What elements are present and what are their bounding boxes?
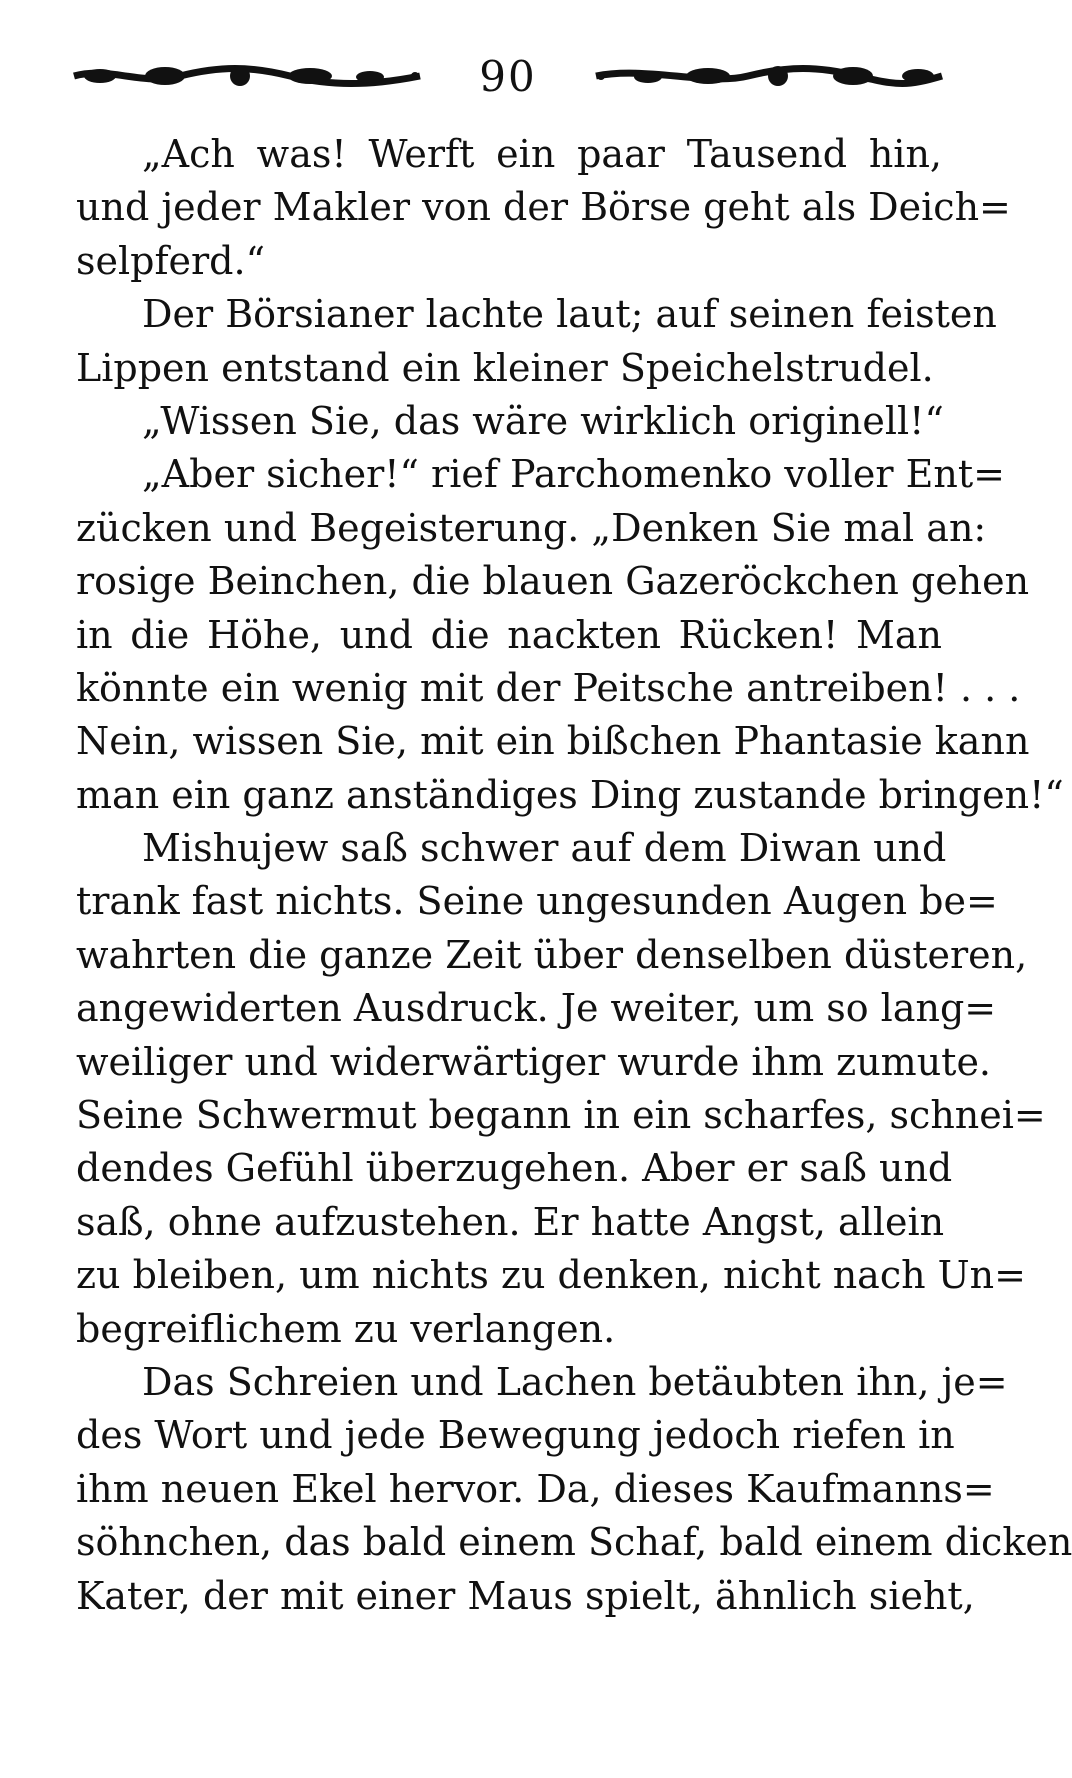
text-line: rosige Beinchen, die blauen Gazeröckchen gehen [76, 559, 1030, 604]
body-text [76, 128, 1072, 1623]
text-line: Seine Schwermut begann in ein scharfes, schnei= [76, 1093, 1046, 1138]
text-line: selpferd.“ [76, 238, 266, 283]
page-header [70, 48, 946, 108]
text-line: saß, ohne aufzustehen. Er hatte Angst, allein [76, 1199, 945, 1244]
text-line: begreiflichem zu verlangen. [76, 1306, 616, 1351]
text-line: und jeder Makler von der Börse geht als Deich= [76, 185, 1011, 230]
page-number: 90 [479, 52, 537, 101]
text-line: wahrten die ganze Zeit über denselben düsteren, [76, 932, 1028, 977]
text-line: angewiderten Ausdruck. Je weiter, um so lang= [76, 986, 997, 1031]
text-line: zücken und Begeisterung. „Denken Sie mal an: [76, 505, 987, 550]
text-line: in die Höhe, und die nackten Rücken! Man [76, 612, 942, 657]
text-line: söhnchen, das bald einem Schaf, bald einem dicken [76, 1520, 1072, 1565]
text-line: Mishujew saß schwer auf dem Diwan und [142, 826, 947, 871]
text-line: trank fast nichts. Seine ungesunden Augen be= [76, 879, 998, 924]
text-line: weiliger und widerwärtiger wurde ihm zumute. [76, 1039, 992, 1084]
text-line: Nein, wissen Sie, mit ein bißchen Phantasie kann [76, 719, 1030, 764]
text-line: Das Schreien und Lachen betäubten ihn, je= [142, 1359, 1008, 1404]
text-line: man ein ganz anständiges Ding zustande bringen!“ [76, 772, 1064, 817]
text-line: „Aber sicher!“ rief Parchomenko voller Ent= [142, 452, 1005, 497]
text-line: Lippen entstand ein kleiner Speichelstrudel. [76, 345, 934, 390]
text-line: „Wissen Sie, das wäre wirklich originell!“ [142, 398, 944, 443]
text-line: zu bleiben, um nichts zu denken, nicht nach Un= [76, 1253, 1026, 1298]
text-line: des Wort und jede Bewegung jedoch riefen in [76, 1413, 955, 1458]
text-line: ihm neuen Ekel hervor. Da, dieses Kaufmanns= [76, 1466, 995, 1511]
text-line: „Ach was! Werft ein paar Tausend hin, [142, 132, 942, 176]
text-line: könnte ein wenig mit der Peitsche antreiben! . . . [76, 665, 1021, 710]
ornament-rule-right-icon [588, 62, 946, 90]
text-line: Kater, der mit einer Maus spielt, ähnlich sieht, [76, 1573, 975, 1618]
text-line: Der Börsianer lachte laut; auf seinen feisten [142, 292, 997, 337]
text-line: dendes Gefühl überzugehen. Aber er saß und [76, 1146, 953, 1191]
